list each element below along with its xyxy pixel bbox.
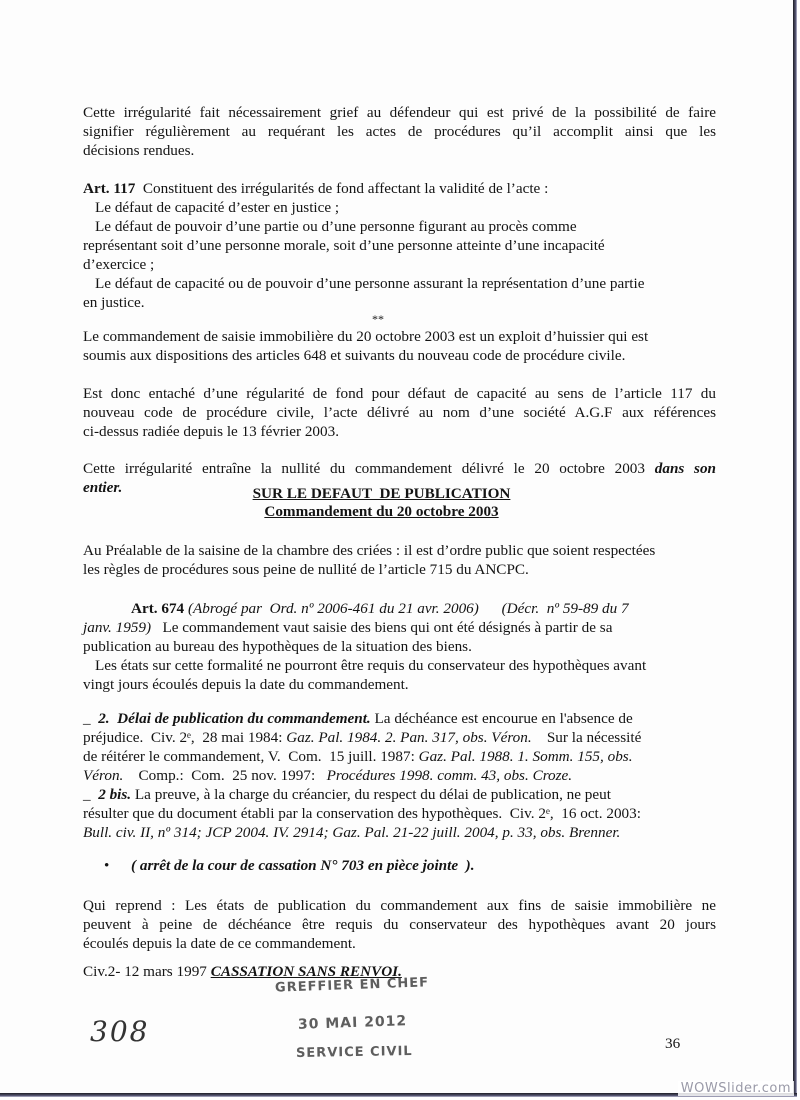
paragraph-4-text: Cette irrégularité entraîne la nullité du commandement délivré le 20 octobre 2003 <box>83 460 645 477</box>
art-117-line-2: Le défaut de pouvoir d’une partie ou d’une personne figurant au procès comme <box>95 218 577 235</box>
note-2bis-title: 2 bis. <box>98 786 132 803</box>
art-117-line-6: en justice. <box>83 294 145 311</box>
paragraph-4-emphasis: dans son <box>654 460 717 477</box>
paragraph-3-line-2: nouveau code de procédure civile, l’acte délivré au nom d’une société A.G.F aux références <box>83 404 716 421</box>
paragraph-2-line-1: Le commandement de saisie immobilière du 20 octobre 2003 est un exploit d’huissier qui est <box>83 328 649 345</box>
paragraph-5-line-2: les règles de procédures sous peine de nullité de l’article 715 du ANCPC. <box>83 561 529 578</box>
section-title: SUR LE DEFAUT DE PUBLICATION <box>252 485 511 502</box>
art-674-decree: (Décr. nº 59-89 du 7 <box>501 600 629 617</box>
note-2-line-1: _ 2. Délai de publication du commandement. La déchéance est encourue en l'absence de <box>83 710 633 727</box>
handwritten-number: 308 <box>90 1015 150 1048</box>
note-2-line-4: Véron. Comp.: Com. 25 nov. 1997: Procédures 1998. comm. 43, obs. Croze. <box>83 767 573 784</box>
stamp-greffier: GREFFIER EN CHEF <box>274 975 430 996</box>
art-674-line-2: janv. 1959) Le commandement vaut saisie des biens qui ont été désignés à partir de sa <box>83 619 613 636</box>
art-117-line-4: d’exercice ; <box>83 256 155 273</box>
paragraph-4-line-1 <box>83 459 716 479</box>
art-117-intro: Constituent des irrégularités de fond affectant la validité de l’acte : <box>142 180 549 197</box>
paragraph-3-line-3: ci-dessus radiée depuis le 13 février 2003. <box>83 423 339 440</box>
art-674-line-3: publication au bureau des hypothèques de la situation des biens. <box>83 638 472 655</box>
bullet-text: ( arrêt de la cour de cassation N° 703 en pièce jointe ). <box>131 857 475 874</box>
section-subtitle: Commandement du 20 octobre 2003 <box>264 503 499 520</box>
paragraph-1-line-1: Cette irrégularité fait nécessairement grief au défendeur qui est privé de la possibilité de faire <box>83 104 716 121</box>
note-2-line-3: de réitérer le commandement, V. Com. 15 juill. 1987: Gaz. Pal. 1988. 1. Somm. 155, obs. <box>83 748 633 765</box>
paragraph-1-line-2: signifier régulièrement au requérant les actes de procédures qu’il accomplit ainsi que les <box>83 123 716 140</box>
art-674-label: Art. 674 <box>131 600 185 617</box>
art-674-line-1 <box>131 599 629 619</box>
paragraph-3-line-1: Est donc entaché d’une régularité de fond pour défaut de capacité au sens de l’article 117 du <box>83 385 716 402</box>
paragraph-6-line-3: écoulés depuis la date de ce commandement. <box>83 935 356 952</box>
note-2bis-line-1: _ 2 bis. La preuve, à la charge du créancier, du respect du délai de publication, ne peut <box>83 786 611 803</box>
art-674-abrogation: (Abrogé par Ord. nº 2006-461 du 21 avr. 2006) <box>187 600 479 617</box>
art-674-line-5: vingt jours écoulés depuis la date du commandement. <box>83 676 409 693</box>
bullet-icon: • <box>104 857 110 874</box>
paragraph-1-line-3: décisions rendues. <box>83 142 195 159</box>
paragraph-6-line-1: Qui reprend : Les états de publication du commandement aux fins de saisie immobilière ne <box>83 897 716 914</box>
watermark: WOWSlider.com <box>678 1081 794 1096</box>
paragraph-4-line-2: entier. <box>83 479 123 496</box>
separator: ** <box>372 312 384 326</box>
citation-text: Civ.2- 12 mars 1997 <box>83 963 207 980</box>
note-2bis-line-3: Bull. civ. II, nº 314; JCP 2004. IV. 2914; Gaz. Pal. 21-22 juill. 2004, p. 33, obs. Brenner. <box>83 824 621 841</box>
stamp-date: 30 MAI 2012 <box>297 1013 408 1033</box>
stamp-service: SERVICE CIVIL <box>295 1043 413 1062</box>
note-2bis-line-2: résulter que du document établi par la conservation des hypothèques. Civ. 2ᵉ, 16 oct. 2003: <box>83 805 641 822</box>
art-117-line-1: Le défaut de capacité d’ester en justice ; <box>95 199 340 216</box>
paragraph-2-line-2: soumis aux dispositions des articles 648 et suivants du nouveau code de procédure civile. <box>83 347 626 364</box>
citation-emphasis: CASSATION SANS RENVOI. <box>210 963 402 980</box>
page-number: 36 <box>665 1035 681 1052</box>
art-674-line-4: Les états sur cette formalité ne pourront être requis du conservateur des hypothèques avant <box>95 657 647 674</box>
note-2-title: 2. Délai de publication du commandement. <box>98 710 371 727</box>
art-117-line-3: représentant soit d’une personne morale, soit d’une personne atteinte d’une incapacité <box>83 237 605 254</box>
page-shadow-right <box>793 0 797 1097</box>
paragraph-6-line-2: peuvent à peine de déchéance être requis du conservateur des hypothèques avant 20 jours <box>83 916 716 933</box>
art-117-label: Art. 117 <box>83 180 136 197</box>
art-117-heading <box>83 179 548 199</box>
note-2-line-2: préjudice. Civ. 2ᵉ, 28 mai 1984: Gaz. Pal. 1984. 2. Pan. 317, obs. Véron. Sur la nécessité <box>83 729 642 746</box>
paragraph-5-line-1: Au Préalable de la saisine de la chambre des criées : il est d’ordre public que soient respectées <box>83 542 656 559</box>
art-117-line-5: Le défaut de capacité ou de pouvoir d’une personne assurant la représentation d’une partie <box>95 275 645 292</box>
